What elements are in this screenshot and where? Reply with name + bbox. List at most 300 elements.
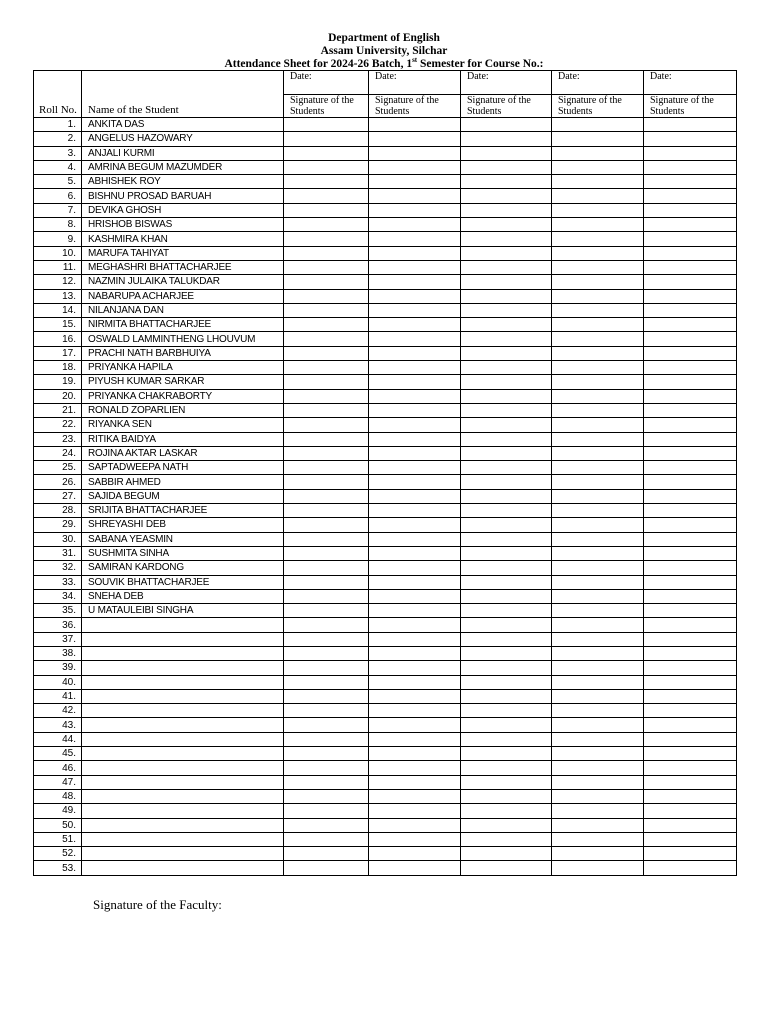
signature-cell[interactable] <box>552 260 644 274</box>
signature-cell[interactable] <box>644 804 737 818</box>
signature-cell[interactable] <box>461 389 552 403</box>
signature-cell[interactable] <box>369 761 461 775</box>
signature-cell[interactable] <box>284 832 369 846</box>
signature-cell[interactable] <box>552 789 644 803</box>
signature-cell[interactable] <box>284 646 369 660</box>
student-name: NAZMIN JULAIKA TALUKDAR <box>82 275 284 289</box>
signature-cell[interactable] <box>644 732 737 746</box>
signature-cell[interactable] <box>369 832 461 846</box>
signature-cell[interactable] <box>644 532 737 546</box>
roll-number: 32. <box>34 561 82 575</box>
signature-cell[interactable] <box>552 632 644 646</box>
signature-cell[interactable] <box>644 118 737 132</box>
signature-cell[interactable] <box>284 346 369 360</box>
signature-cell[interactable] <box>284 275 369 289</box>
signature-cell[interactable] <box>284 318 369 332</box>
signature-cell[interactable] <box>644 704 737 718</box>
signature-cell[interactable] <box>552 532 644 546</box>
table-row <box>34 332 737 346</box>
signature-cell[interactable] <box>369 203 461 217</box>
signature-cell[interactable] <box>552 575 644 589</box>
signature-cell[interactable] <box>461 461 552 475</box>
signature-cell[interactable] <box>461 189 552 203</box>
signature-cell[interactable] <box>461 589 552 603</box>
signature-cell[interactable] <box>461 275 552 289</box>
signature-cell[interactable] <box>644 389 737 403</box>
signature-cell[interactable] <box>369 318 461 332</box>
signature-cell[interactable] <box>461 732 552 746</box>
signature-cell[interactable] <box>461 146 552 160</box>
signature-cell[interactable] <box>644 246 737 260</box>
signature-cell[interactable] <box>461 747 552 761</box>
signature-cell[interactable] <box>284 561 369 575</box>
signature-cell[interactable] <box>284 761 369 775</box>
signature-cell[interactable] <box>461 332 552 346</box>
signature-cell[interactable] <box>552 218 644 232</box>
signature-cell[interactable] <box>369 718 461 732</box>
signature-cell[interactable] <box>552 432 644 446</box>
signature-cell[interactable] <box>284 632 369 646</box>
signature-cell[interactable] <box>552 732 644 746</box>
signature-cell[interactable] <box>552 675 644 689</box>
signature-cell[interactable] <box>369 446 461 460</box>
signature-header: Signature of the Students <box>461 95 552 118</box>
attendance-table <box>33 70 737 876</box>
signature-cell[interactable] <box>369 175 461 189</box>
signature-cell[interactable] <box>284 704 369 718</box>
signature-cell[interactable] <box>284 489 369 503</box>
signature-cell[interactable] <box>644 346 737 360</box>
signature-cell[interactable] <box>644 689 737 703</box>
signature-cell[interactable] <box>552 775 644 789</box>
signature-cell[interactable] <box>284 146 369 160</box>
signature-cell[interactable] <box>461 418 552 432</box>
signature-cell[interactable] <box>644 432 737 446</box>
signature-cell[interactable] <box>369 804 461 818</box>
signature-cell[interactable] <box>461 704 552 718</box>
signature-cell[interactable] <box>369 732 461 746</box>
student-name: ANJALI KURMI <box>82 146 284 160</box>
signature-cell[interactable] <box>284 389 369 403</box>
signature-cell[interactable] <box>461 132 552 146</box>
signature-cell[interactable] <box>369 418 461 432</box>
signature-cell[interactable] <box>552 804 644 818</box>
signature-cell[interactable] <box>644 789 737 803</box>
signature-cell[interactable] <box>552 160 644 174</box>
signature-cell[interactable] <box>644 847 737 861</box>
signature-cell[interactable] <box>644 832 737 846</box>
signature-cell[interactable] <box>284 675 369 689</box>
signature-cell[interactable] <box>552 546 644 560</box>
signature-cell[interactable] <box>644 618 737 632</box>
signature-cell[interactable] <box>369 461 461 475</box>
signature-cell[interactable] <box>461 303 552 317</box>
signature-header: Signature of the Students <box>552 95 644 118</box>
signature-cell[interactable] <box>552 761 644 775</box>
signature-cell[interactable] <box>461 118 552 132</box>
signature-cell[interactable] <box>284 175 369 189</box>
signature-cell[interactable] <box>369 518 461 532</box>
student-name <box>82 618 284 632</box>
signature-cell[interactable] <box>644 546 737 560</box>
signature-cell[interactable] <box>552 689 644 703</box>
signature-cell[interactable] <box>461 604 552 618</box>
signature-cell[interactable] <box>284 118 369 132</box>
signature-cell[interactable] <box>552 146 644 160</box>
signature-cell[interactable] <box>644 189 737 203</box>
roll-number: 36. <box>34 618 82 632</box>
signature-cell[interactable] <box>284 847 369 861</box>
signature-cell[interactable] <box>284 618 369 632</box>
signature-cell[interactable] <box>552 818 644 832</box>
signature-cell[interactable] <box>284 589 369 603</box>
signature-cell[interactable] <box>369 389 461 403</box>
signature-cell[interactable] <box>461 532 552 546</box>
signature-cell[interactable] <box>284 375 369 389</box>
signature-cell[interactable] <box>644 132 737 146</box>
signature-cell[interactable] <box>369 504 461 518</box>
signature-cell[interactable] <box>369 403 461 417</box>
signature-cell[interactable] <box>461 246 552 260</box>
signature-cell[interactable] <box>644 518 737 532</box>
signature-cell[interactable] <box>284 461 369 475</box>
signature-cell[interactable] <box>461 832 552 846</box>
signature-cell[interactable] <box>369 646 461 660</box>
signature-cell[interactable] <box>644 718 737 732</box>
signature-cell[interactable] <box>644 203 737 217</box>
signature-cell[interactable] <box>461 618 552 632</box>
signature-cell[interactable] <box>461 346 552 360</box>
signature-cell[interactable] <box>461 546 552 560</box>
signature-cell[interactable] <box>461 446 552 460</box>
signature-cell[interactable] <box>461 518 552 532</box>
signature-cell[interactable] <box>552 332 644 346</box>
signature-cell[interactable] <box>552 704 644 718</box>
signature-cell[interactable] <box>284 232 369 246</box>
signature-cell[interactable] <box>369 289 461 303</box>
signature-cell[interactable] <box>552 403 644 417</box>
signature-cell[interactable] <box>644 475 737 489</box>
signature-cell[interactable] <box>461 489 552 503</box>
student-name <box>82 632 284 646</box>
signature-cell[interactable] <box>644 332 737 346</box>
signature-cell[interactable] <box>461 675 552 689</box>
signature-cell[interactable] <box>369 346 461 360</box>
signature-cell[interactable] <box>461 432 552 446</box>
signature-cell[interactable] <box>369 589 461 603</box>
signature-cell[interactable] <box>284 747 369 761</box>
signature-cell[interactable] <box>369 361 461 375</box>
signature-cell[interactable] <box>552 446 644 460</box>
signature-cell[interactable] <box>461 847 552 861</box>
signature-cell[interactable] <box>552 318 644 332</box>
signature-cell[interactable] <box>644 260 737 274</box>
signature-cell[interactable] <box>369 561 461 575</box>
signature-cell[interactable] <box>552 232 644 246</box>
signature-cell[interactable] <box>284 246 369 260</box>
signature-cell[interactable] <box>552 275 644 289</box>
signature-cell[interactable] <box>552 175 644 189</box>
signature-cell[interactable] <box>284 332 369 346</box>
signature-cell[interactable] <box>284 446 369 460</box>
signature-header: Signature of the Students <box>644 95 737 118</box>
roll-number: 12. <box>34 275 82 289</box>
signature-cell[interactable] <box>284 732 369 746</box>
signature-cell[interactable] <box>369 432 461 446</box>
date-header[interactable]: Date: <box>552 71 644 95</box>
signature-cell[interactable] <box>644 761 737 775</box>
roll-number: 19. <box>34 375 82 389</box>
signature-cell[interactable] <box>552 561 644 575</box>
signature-cell[interactable] <box>552 246 644 260</box>
student-name: OSWALD LAMMINTHENG LHOUVUM <box>82 332 284 346</box>
signature-cell[interactable] <box>284 818 369 832</box>
signature-cell[interactable] <box>284 403 369 417</box>
signature-cell[interactable] <box>369 546 461 560</box>
signature-cell[interactable] <box>644 318 737 332</box>
signature-cell[interactable] <box>461 775 552 789</box>
signature-cell[interactable] <box>552 189 644 203</box>
signature-cell[interactable] <box>644 775 737 789</box>
signature-cell[interactable] <box>461 818 552 832</box>
signature-cell[interactable] <box>552 203 644 217</box>
signature-cell[interactable] <box>644 675 737 689</box>
signature-cell[interactable] <box>369 689 461 703</box>
signature-cell[interactable] <box>552 475 644 489</box>
date-header[interactable]: Date: <box>644 71 737 95</box>
signature-cell[interactable] <box>461 375 552 389</box>
signature-cell[interactable] <box>369 218 461 232</box>
signature-cell[interactable] <box>461 403 552 417</box>
signature-cell[interactable] <box>284 260 369 274</box>
signature-cell[interactable] <box>369 704 461 718</box>
signature-cell[interactable] <box>461 289 552 303</box>
signature-cell[interactable] <box>552 718 644 732</box>
signature-cell[interactable] <box>284 604 369 618</box>
signature-cell[interactable] <box>369 775 461 789</box>
signature-cell[interactable] <box>284 504 369 518</box>
signature-cell[interactable] <box>284 289 369 303</box>
signature-cell[interactable] <box>461 561 552 575</box>
signature-cell[interactable] <box>552 389 644 403</box>
signature-cell[interactable] <box>461 575 552 589</box>
signature-cell[interactable] <box>369 260 461 274</box>
signature-cell[interactable] <box>644 232 737 246</box>
roll-number: 44. <box>34 732 82 746</box>
signature-cell[interactable] <box>461 689 552 703</box>
signature-cell[interactable] <box>461 160 552 174</box>
signature-cell[interactable] <box>461 789 552 803</box>
signature-cell[interactable] <box>369 789 461 803</box>
table-row <box>34 518 737 532</box>
signature-cell[interactable] <box>644 146 737 160</box>
signature-cell[interactable] <box>644 861 737 875</box>
signature-cell[interactable] <box>644 589 737 603</box>
signature-cell[interactable] <box>552 646 644 660</box>
signature-cell[interactable] <box>284 160 369 174</box>
roll-number: 7. <box>34 203 82 217</box>
signature-cell[interactable] <box>644 646 737 660</box>
signature-cell[interactable] <box>644 418 737 432</box>
signature-cell[interactable] <box>369 118 461 132</box>
signature-cell[interactable] <box>461 232 552 246</box>
student-name: SAMIRAN KARDONG <box>82 561 284 575</box>
signature-cell[interactable] <box>644 561 737 575</box>
date-header[interactable]: Date: <box>369 71 461 95</box>
signature-cell[interactable] <box>644 504 737 518</box>
roll-number: 2. <box>34 132 82 146</box>
roll-number: 46. <box>34 761 82 775</box>
signature-cell[interactable] <box>552 346 644 360</box>
signature-cell[interactable] <box>552 289 644 303</box>
signature-cell[interactable] <box>644 218 737 232</box>
signature-cell[interactable] <box>644 160 737 174</box>
signature-cell[interactable] <box>552 618 644 632</box>
signature-cell[interactable] <box>461 175 552 189</box>
signature-cell[interactable] <box>369 246 461 260</box>
signature-cell[interactable] <box>461 361 552 375</box>
signature-cell[interactable] <box>552 375 644 389</box>
student-name: SABANA YEASMIN <box>82 532 284 546</box>
table-row <box>34 732 737 746</box>
signature-cell[interactable] <box>644 747 737 761</box>
signature-cell[interactable] <box>644 489 737 503</box>
signature-cell[interactable] <box>369 160 461 174</box>
signature-cell[interactable] <box>644 661 737 675</box>
signature-cell[interactable] <box>369 604 461 618</box>
signature-cell[interactable] <box>284 546 369 560</box>
signature-cell[interactable] <box>284 775 369 789</box>
signature-cell[interactable] <box>369 847 461 861</box>
signature-cell[interactable] <box>644 632 737 646</box>
signature-cell[interactable] <box>284 689 369 703</box>
signature-cell[interactable] <box>284 475 369 489</box>
signature-cell[interactable] <box>461 632 552 646</box>
signature-cell[interactable] <box>369 475 461 489</box>
signature-cell[interactable] <box>552 361 644 375</box>
signature-cell[interactable] <box>284 361 369 375</box>
signature-cell[interactable] <box>284 203 369 217</box>
signature-cell[interactable] <box>369 618 461 632</box>
roll-number: 5. <box>34 175 82 189</box>
signature-cell[interactable] <box>284 303 369 317</box>
signature-cell[interactable] <box>369 861 461 875</box>
signature-cell[interactable] <box>552 832 644 846</box>
signature-cell[interactable] <box>644 375 737 389</box>
signature-cell[interactable] <box>552 489 644 503</box>
signature-cell[interactable] <box>552 861 644 875</box>
signature-cell[interactable] <box>552 132 644 146</box>
signature-cell[interactable] <box>461 475 552 489</box>
signature-cell[interactable] <box>369 632 461 646</box>
signature-cell[interactable] <box>284 132 369 146</box>
signature-cell[interactable] <box>461 260 552 274</box>
signature-cell[interactable] <box>644 289 737 303</box>
table-row <box>34 118 737 132</box>
signature-cell[interactable] <box>284 432 369 446</box>
signature-cell[interactable] <box>369 489 461 503</box>
signature-cell[interactable] <box>552 303 644 317</box>
signature-cell[interactable] <box>369 189 461 203</box>
signature-cell[interactable] <box>461 318 552 332</box>
signature-cell[interactable] <box>461 761 552 775</box>
signature-cell[interactable] <box>461 718 552 732</box>
signature-cell[interactable] <box>644 575 737 589</box>
signature-cell[interactable] <box>284 789 369 803</box>
signature-cell[interactable] <box>461 661 552 675</box>
signature-cell[interactable] <box>284 418 369 432</box>
signature-cell[interactable] <box>461 203 552 217</box>
signature-cell[interactable] <box>461 218 552 232</box>
student-name: SAJIDA BEGUM <box>82 489 284 503</box>
signature-cell[interactable] <box>552 504 644 518</box>
signature-cell[interactable] <box>369 532 461 546</box>
signature-cell[interactable] <box>369 675 461 689</box>
signature-cell[interactable] <box>552 661 644 675</box>
signature-cell[interactable] <box>369 332 461 346</box>
signature-cell[interactable] <box>284 218 369 232</box>
signature-cell[interactable] <box>461 861 552 875</box>
signature-cell[interactable] <box>369 818 461 832</box>
signature-cell[interactable] <box>461 504 552 518</box>
signature-cell[interactable] <box>369 375 461 389</box>
signature-cell[interactable] <box>552 118 644 132</box>
signature-cell[interactable] <box>644 403 737 417</box>
signature-cell[interactable] <box>284 518 369 532</box>
signature-cell[interactable] <box>552 604 644 618</box>
signature-cell[interactable] <box>369 575 461 589</box>
signature-cell[interactable] <box>552 589 644 603</box>
signature-cell[interactable] <box>369 132 461 146</box>
signature-cell[interactable] <box>284 532 369 546</box>
student-name: SRIJITA BHATTACHARJEE <box>82 504 284 518</box>
signature-cell[interactable] <box>644 175 737 189</box>
signature-cell[interactable] <box>644 446 737 460</box>
signature-cell[interactable] <box>284 575 369 589</box>
signature-cell[interactable] <box>284 861 369 875</box>
signature-cell[interactable] <box>644 604 737 618</box>
signature-cell[interactable] <box>369 275 461 289</box>
signature-cell[interactable] <box>552 747 644 761</box>
signature-cell[interactable] <box>284 661 369 675</box>
date-header[interactable]: Date: <box>284 71 369 95</box>
signature-cell[interactable] <box>369 661 461 675</box>
signature-cell[interactable] <box>369 146 461 160</box>
signature-cell[interactable] <box>284 189 369 203</box>
signature-cell[interactable] <box>369 303 461 317</box>
roll-number: 51. <box>34 832 82 846</box>
date-header[interactable]: Date: <box>461 71 552 95</box>
signature-header: Signature of the Students <box>284 95 369 118</box>
signature-cell[interactable] <box>369 232 461 246</box>
signature-cell[interactable] <box>369 747 461 761</box>
signature-cell[interactable] <box>552 418 644 432</box>
signature-cell[interactable] <box>461 646 552 660</box>
student-name <box>82 761 284 775</box>
signature-cell[interactable] <box>284 718 369 732</box>
signature-cell[interactable] <box>644 818 737 832</box>
signature-cell[interactable] <box>461 804 552 818</box>
signature-cell[interactable] <box>552 847 644 861</box>
signature-cell[interactable] <box>284 804 369 818</box>
table-row <box>34 789 737 803</box>
signature-cell[interactable] <box>552 518 644 532</box>
signature-cell[interactable] <box>552 461 644 475</box>
signature-cell[interactable] <box>644 361 737 375</box>
signature-cell[interactable] <box>644 303 737 317</box>
signature-cell[interactable] <box>644 275 737 289</box>
signature-cell[interactable] <box>644 461 737 475</box>
